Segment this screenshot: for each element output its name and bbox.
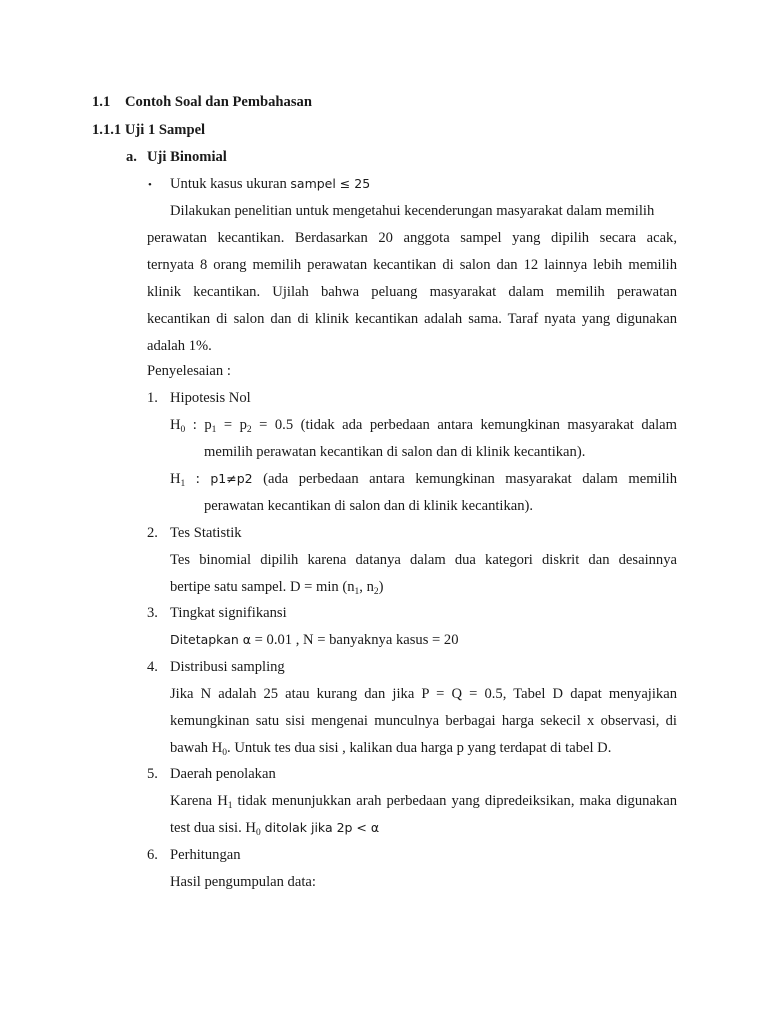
step1-title: Hipotesis Nol: [170, 390, 251, 406]
h0-statement: [170, 416, 677, 434]
step3-line: [170, 631, 459, 649]
step5-number: 5.: [147, 766, 158, 782]
step3-title: Tingkat signifikansi: [170, 605, 287, 621]
n1-subscript: 1: [354, 587, 360, 597]
h0-subscript: 0: [255, 828, 261, 838]
h1-subscript: 1: [180, 479, 186, 489]
h1-symbol: H: [170, 471, 181, 487]
h0-part: = 0.5 (tidak ada perbedaan antara kemungkinan masyarakat dalam: [251, 417, 677, 433]
intro-line: ternyata 8 orang memilih perawatan kecantikan di salon dan 12 lainnya lebih memilih: [147, 257, 677, 273]
h0-part: : p: [185, 417, 212, 433]
section-number: 1.1: [92, 94, 111, 110]
step2-line: Tes binomial dipilih karena datanya dalam dua kategori diskrit dan desainnya: [170, 552, 677, 568]
step6-title: Perhitungan: [170, 847, 241, 863]
penyelesaian-label: Penyelesaian :: [147, 363, 231, 379]
step4-line: kemungkinan satu sisi mengenai munculnya berbagai harga sekecil x observasi, di: [170, 713, 677, 729]
p1-subscript: 1: [211, 425, 217, 435]
h1-separator: :: [185, 471, 211, 487]
h0-symbol: H: [170, 417, 181, 433]
h1-statement: [170, 470, 677, 488]
intro-line: klinik kecantikan. Ujilah bahwa peluang masyarakat dalam memilih perawatan: [147, 284, 677, 300]
step4-text: bawah H: [170, 740, 223, 756]
p2-subscript: 2: [246, 425, 252, 435]
bullet-icon: •: [148, 179, 152, 191]
step4-number: 4.: [147, 659, 158, 675]
bullet-text: [170, 175, 370, 193]
step2-text: bertipe satu sampel. D = min (n: [170, 579, 355, 595]
h0-continuation: memilih perawatan kecantikan di salon dan di klinik kecantikan).: [204, 444, 586, 460]
step5-line: [170, 819, 379, 837]
step5-title: Daerah penolakan: [170, 766, 276, 782]
intro-line: perawatan kecantikan. Berdasarkan 20 anggota sampel yang dipilih secara acak,: [147, 230, 677, 246]
h1-subscript: 1: [227, 801, 233, 811]
step6-line: Hasil pengumpulan data:: [170, 874, 316, 890]
step2-text: ): [378, 579, 384, 595]
step5-text: tidak menunjukkan arah perbedaan yang dipredeiksikan, maka digunakan: [232, 793, 677, 809]
step5-line: [170, 792, 677, 810]
step3-alpha: Ditetapkan α: [170, 632, 251, 647]
step5-rejection-rule: ditolak jika 2p < α: [260, 820, 380, 835]
step4-text: . Untuk tes dua sisi , kalikan dua harga p yang terdapat di tabel D.: [227, 740, 612, 756]
h1-continuation: perawatan kecantikan di salon dan di klinik kecantikan).: [204, 498, 534, 514]
step4-title: Distribusi sampling: [170, 659, 285, 675]
h1-condition: p1≠p2: [210, 471, 253, 486]
step2-title: Tes Statistik: [170, 525, 242, 541]
section-title: Contoh Soal dan Pembahasan: [125, 94, 312, 110]
step1-number: 1.: [147, 390, 158, 406]
h0-part: = p: [216, 417, 247, 433]
item-label-a: a.: [126, 149, 137, 165]
step3-number: 3.: [147, 605, 158, 621]
h0-subscript: 0: [180, 425, 186, 435]
step5-text: Karena H: [170, 793, 228, 809]
bullet-text-main: Untuk kasus ukuran: [170, 176, 291, 192]
step5-text: test dua sisi. H: [170, 820, 256, 836]
n2-subscript: 2: [373, 587, 379, 597]
step2-number: 2.: [147, 525, 158, 541]
step6-number: 6.: [147, 847, 158, 863]
step2-text: , n: [359, 579, 374, 595]
step4-line: Jika N adalah 25 atau kurang dan jika P = Q = 0.5, Tabel D dapat menyajikan: [170, 686, 677, 702]
subsection-title: 1.1.1 Uji 1 Sampel: [92, 122, 206, 138]
step3-text: = 0.01 , N = banyaknya kasus = 20: [251, 632, 459, 648]
item-title-uji-binomial: Uji Binomial: [147, 149, 227, 165]
step2-line: [170, 578, 384, 596]
h0-subscript: 0: [222, 748, 228, 758]
intro-line: adalah 1%.: [147, 338, 212, 354]
intro-line: Dilakukan penelitian untuk mengetahui kecenderungan masyarakat dalam memilih: [170, 203, 655, 219]
h1-text: (ada perbedaan antara kemungkinan masyarakat dalam memilih: [252, 471, 678, 487]
bullet-condition: sampel ≤ 25: [290, 176, 371, 191]
step4-line: [170, 739, 611, 757]
intro-line: kecantikan di salon dan di klinik kecantikan adalah sama. Taraf nyata yang digunakan: [147, 311, 677, 327]
